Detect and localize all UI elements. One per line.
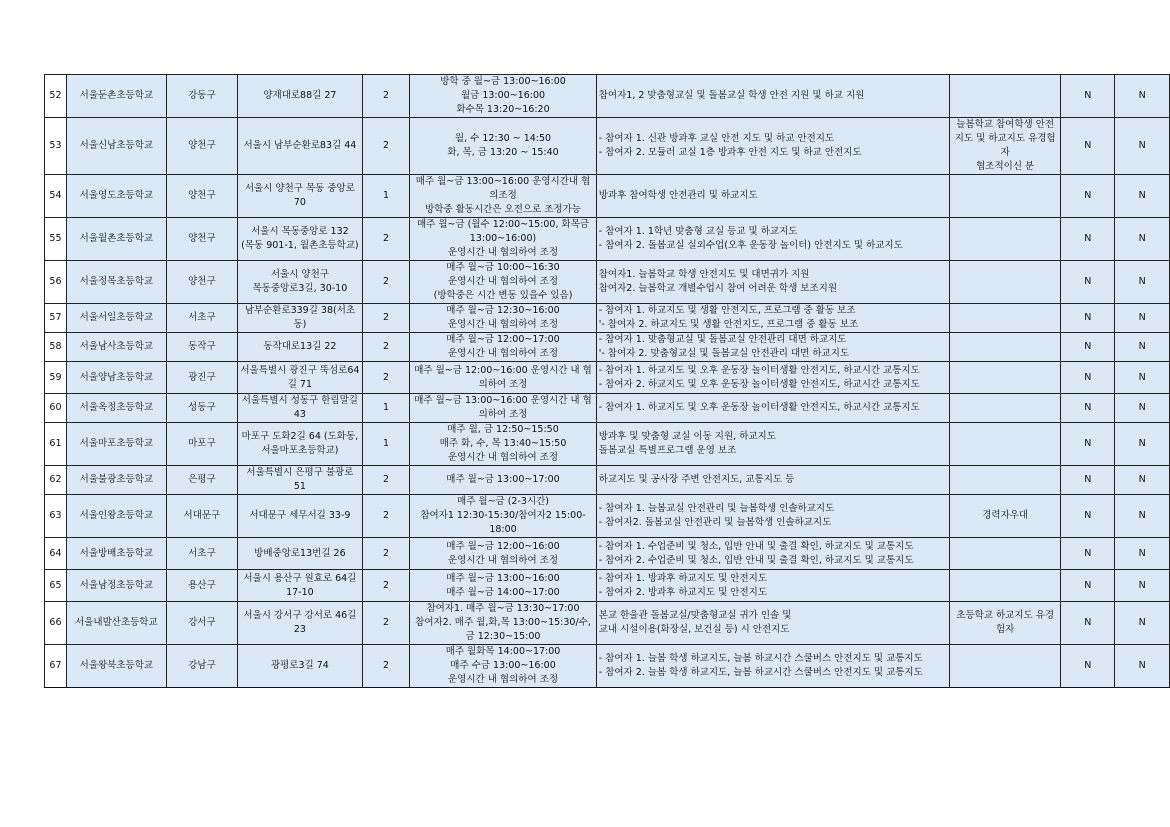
address: 서울시 남부순환로83길 44 [238,118,363,175]
flag-b: N [1115,261,1170,304]
address: 동작대로13길 22 [238,333,363,362]
working-hours: 매주 월~금 (2-3시간) 참여자1 12:30-15:30/참여자2 15:00-18:00 [410,495,596,538]
schedule-table [44,74,1170,688]
flag-b: N [1115,304,1170,333]
address: 양재대로88길 27 [238,75,363,118]
district: 양천구 [166,261,237,304]
school-name: 서울옥정초등학교 [66,394,166,423]
flag-a: N [1061,394,1115,423]
table-body [45,75,1170,688]
preferred-qualification [950,466,1061,495]
flag-b: N [1115,362,1170,394]
row-number: 52 [45,75,67,118]
duty-description: - 참여자 1. 늘봄교실 안전관리 및 늘봄학생 인솔하교지도 - 참여자2. 돌봄교실 안전관리 및 늘봄학생 인솔하교지도 [596,495,950,538]
working-hours: 매주 월~금 13:00~16:00 운영시간내 협의조정 방학중 활동시간은 오전으로 조정가능 [410,175,596,218]
table-row [45,304,1170,333]
district: 서초구 [166,304,237,333]
address: 마포구 도화2길 64 (도화동, 서울마포초등학교) [238,423,363,466]
preferred-qualification [950,362,1061,394]
row-number: 53 [45,118,67,175]
district: 강동구 [166,75,237,118]
working-hours: 월, 수 12:30 ~ 14:50 화, 목, 금 13:20 ~ 15:40 [410,118,596,175]
table-row [45,495,1170,538]
participant-count: 2 [362,218,410,261]
working-hours: 매주 월, 금 12:50~15:50 매주 화, 수, 목 13:40~15:50 운영시간 내 협의하여 조정 [410,423,596,466]
address: 남부순환로339길 38(서초동) [238,304,363,333]
table-row [45,602,1170,645]
school-name: 서울왕북초등학교 [66,645,166,688]
district: 용산구 [166,570,237,602]
row-number: 59 [45,362,67,394]
preferred-qualification: 초등학교 하교지도 유경험자 [950,602,1061,645]
table-row [45,118,1170,175]
participant-count: 2 [362,495,410,538]
participant-count: 2 [362,538,410,570]
flag-a: N [1061,495,1115,538]
participant-count: 2 [362,75,410,118]
district: 강서구 [166,602,237,645]
flag-b: N [1115,423,1170,466]
flag-a: N [1061,362,1115,394]
school-name: 서울인왕초등학교 [66,495,166,538]
address: 서울시 강서구 강서로 46길 23 [238,602,363,645]
district: 마포구 [166,423,237,466]
address: 서대문구 세무서길 33-9 [238,495,363,538]
flag-a: N [1061,118,1115,175]
working-hours: 매주 월~금 13:00~16:00 운영시간 내 협의하여 조정 [410,394,596,423]
row-number: 54 [45,175,67,218]
flag-b: N [1115,333,1170,362]
district: 서대문구 [166,495,237,538]
district: 성동구 [166,394,237,423]
flag-b: N [1115,538,1170,570]
flag-a: N [1061,645,1115,688]
flag-a: N [1061,423,1115,466]
table-row [45,175,1170,218]
table-row [45,218,1170,261]
preferred-qualification [950,333,1061,362]
duty-description: 방과후 및 맞춤형 교실 이동 지원, 하교지도 돌봄교실 특별프로그램 운영 보조 [596,423,950,466]
duty-description: - 참여자 1. 늘봄 학생 하교지도, 늘봄 하교시간 스쿨버스 안전지도 및 교통지도 - 참여자 2. 늘봄 학생 하교지도, 늘봄 하교시간 스쿨버스 안전지도 및 교통지도 [596,645,950,688]
preferred-qualification: 경력자우대 [950,495,1061,538]
address: 서울시 양천구 목동중앙로3길, 30-10 [238,261,363,304]
school-name: 서울영도초등학교 [66,175,166,218]
table-row [45,538,1170,570]
duty-description: 방과후 참여학생 안전관리 및 하교지도 [596,175,950,218]
duty-description: - 참여자 1. 수업준비 및 청소, 입반 안내 및 출결 확인, 하교지도 및 교통지도 - 참여자 2. 수업준비 및 청소, 입반 안내 및 출결 확인, 하교지도 및 교통지도 [596,538,950,570]
school-name: 서울월촌초등학교 [66,218,166,261]
flag-a: N [1061,218,1115,261]
district: 양천구 [166,175,237,218]
schedule-table-container [44,74,1170,688]
participant-count: 2 [362,645,410,688]
flag-b: N [1115,466,1170,495]
working-hours: 매주 월~금 12:00~16:00 운영시간 내 협의하여 조정 [410,362,596,394]
district: 은평구 [166,466,237,495]
flag-b: N [1115,75,1170,118]
district: 양천구 [166,118,237,175]
preferred-qualification: 늘봄학교 참여학생 안전지도 및 하교지도 유경험자 협조적이신 분 [950,118,1061,175]
district: 동작구 [166,333,237,362]
preferred-qualification [950,175,1061,218]
flag-a: N [1061,466,1115,495]
duty-description: 하교지도 및 공사장 주변 안전지도, 교통지도 등 [596,466,950,495]
preferred-qualification [950,394,1061,423]
duty-description: - 참여자 1. 하교지도 및 생활 안전지도, 프로그램 중 활동 보조 '- 참여자 2. 하교지도 및 생활 안전지도, 프로그램 중 활동 보조 [596,304,950,333]
school-name: 서울남정초등학교 [66,570,166,602]
district: 광진구 [166,362,237,394]
flag-b: N [1115,495,1170,538]
table-row [45,570,1170,602]
address: 서울특별시 성동구 한림말길 43 [238,394,363,423]
flag-a: N [1061,75,1115,118]
working-hours: 방학 중 월~금 13:00~16:00 월금 13:00~16:00 화수목 13:20~16:20 [410,75,596,118]
duty-description: 참여자1. 늘봄학교 학생 안전지도 및 대면귀가 지원 참여자2. 늘봄학교 개별수업시 참여 어려운 학생 보조지원 [596,261,950,304]
preferred-qualification [950,645,1061,688]
school-name: 서울서일초등학교 [66,304,166,333]
table-row [45,466,1170,495]
table-row [45,333,1170,362]
district: 강남구 [166,645,237,688]
row-number: 57 [45,304,67,333]
school-name: 서울마포초등학교 [66,423,166,466]
participant-count: 2 [362,466,410,495]
table-row [45,261,1170,304]
participant-count: 1 [362,423,410,466]
school-name: 서울방배초등학교 [66,538,166,570]
flag-a: N [1061,538,1115,570]
table-row [45,394,1170,423]
duty-description: - 참여자 1. 하교지도 및 오후 운동장 놀이터생활 안전지도, 하교시간 교통지도 - 참여자 2. 하교지도 및 오후 운동장 놀이터생활 안전지도, 하교시간 교통지도 [596,362,950,394]
school-name: 서울정목초등학교 [66,261,166,304]
duty-description: 참여자1, 2 맞춤형교실 및 돌봄교실 학생 안전 지원 및 하교 지원 [596,75,950,118]
district: 양천구 [166,218,237,261]
address: 서울시 목동중앙로 132 (목동 901-1, 월촌초등학교) [238,218,363,261]
working-hours: 매주 월~금 13:00~16:00 매주 월~금 14:00~17:00 [410,570,596,602]
participant-count: 2 [362,261,410,304]
table-row [45,75,1170,118]
working-hours: 참여자1. 매주 월~금 13:30~17:00 참여자2. 매주 월,화,목 13:00~15:30/수,금 12:30~15:00 [410,602,596,645]
school-name: 서울양남초등학교 [66,362,166,394]
school-name: 서울내발산초등학교 [66,602,166,645]
row-number: 65 [45,570,67,602]
row-number: 67 [45,645,67,688]
row-number: 64 [45,538,67,570]
flag-b: N [1115,645,1170,688]
school-name: 서울불광초등학교 [66,466,166,495]
flag-b: N [1115,218,1170,261]
preferred-qualification [950,261,1061,304]
address: 서울시 양천구 목동 중앙로 70 [238,175,363,218]
participant-count: 2 [362,362,410,394]
working-hours: 매주 월~금 10:00~16:30 운영시간 내 협의하여 조정 (방학중은 시간 변동 있을수 있음) [410,261,596,304]
preferred-qualification [950,218,1061,261]
address: 광평로3길 74 [238,645,363,688]
flag-a: N [1061,175,1115,218]
preferred-qualification [950,304,1061,333]
row-number: 56 [45,261,67,304]
table-row [45,423,1170,466]
working-hours: 매주 월~금 12:30~16:00 운영시간 내 협의하여 조정 [410,304,596,333]
working-hours: 매주 월~금 13:00~17:00 [410,466,596,495]
flag-a: N [1061,304,1115,333]
participant-count: 1 [362,175,410,218]
participant-count: 2 [362,333,410,362]
working-hours: 매주 월~금 (월수 12:00~15:00, 화목금 13:00~16:00) 운영시간 내 협의하여 조정 [410,218,596,261]
preferred-qualification [950,538,1061,570]
duty-description: - 참여자 1. 방과후 하교지도 및 안전지도 - 참여자 2. 방과후 하교지도 및 안전지도 [596,570,950,602]
address: 서울특별시 은평구 불광로 51 [238,466,363,495]
preferred-qualification [950,423,1061,466]
row-number: 66 [45,602,67,645]
participant-count: 2 [362,602,410,645]
working-hours: 매주 월~금 12:00~16:00 운영시간 내 협의하여 조정 [410,538,596,570]
flag-b: N [1115,570,1170,602]
table-row [45,362,1170,394]
row-number: 55 [45,218,67,261]
duty-description: - 참여자 1. 맞춤형교실 및 돌봄교실 안전관리 대면 하교지도 '- 참여자 2. 맞춤형교실 및 돌봄교실 안전관리 대면 하교지도 [596,333,950,362]
flag-a: N [1061,261,1115,304]
participant-count: 2 [362,304,410,333]
row-number: 62 [45,466,67,495]
working-hours: 매주 월화목 14:00~17:00 매주 수금 13:00~16:00 운영시간 내 협의하여 조정 [410,645,596,688]
participant-count: 2 [362,118,410,175]
row-number: 60 [45,394,67,423]
preferred-qualification [950,75,1061,118]
flag-a: N [1061,333,1115,362]
school-name: 서울남사초등학교 [66,333,166,362]
row-number: 63 [45,495,67,538]
duty-description: - 참여자 1. 하교지도 및 오후 운동장 놀이터생활 안전지도, 하교시간 교통지도 [596,394,950,423]
school-name: 서울신남초등학교 [66,118,166,175]
duty-description: - 참여자 1. 신관 방과후 교실 안전 지도 및 하교 안전지도 - 참여자 2. 모듈러 교실 1층 방과후 안전 지도 및 하교 안전지도 [596,118,950,175]
flag-b: N [1115,118,1170,175]
district: 서초구 [166,538,237,570]
flag-b: N [1115,602,1170,645]
flag-a: N [1061,602,1115,645]
address: 서울특별시 광진구 뚝섬로64길 71 [238,362,363,394]
row-number: 58 [45,333,67,362]
flag-b: N [1115,175,1170,218]
participant-count: 1 [362,394,410,423]
preferred-qualification [950,570,1061,602]
flag-a: N [1061,570,1115,602]
row-number: 61 [45,423,67,466]
duty-description: - 참여자 1. 1학년 맞춤형 교실 등교 및 하교지도 - 참여자 2. 돌봄교실 실외수업(오후 운동장 놀이터) 안전지도 및 하교지도 [596,218,950,261]
participant-count: 2 [362,570,410,602]
flag-b: N [1115,394,1170,423]
address: 방배중앙로13번길 26 [238,538,363,570]
working-hours: 매주 월~금 12:00~17:00 운영시간 내 협의하여 조정 [410,333,596,362]
table-row [45,645,1170,688]
school-name: 서울둔촌초등학교 [66,75,166,118]
duty-description: 본교 한울관 돌봄교실/맞춤형교실 귀가 인솔 및 교내 시설이용(화장실, 보건실 등) 시 안전지도 [596,602,950,645]
address: 서울시 용산구 원효로 64길 17-10 [238,570,363,602]
